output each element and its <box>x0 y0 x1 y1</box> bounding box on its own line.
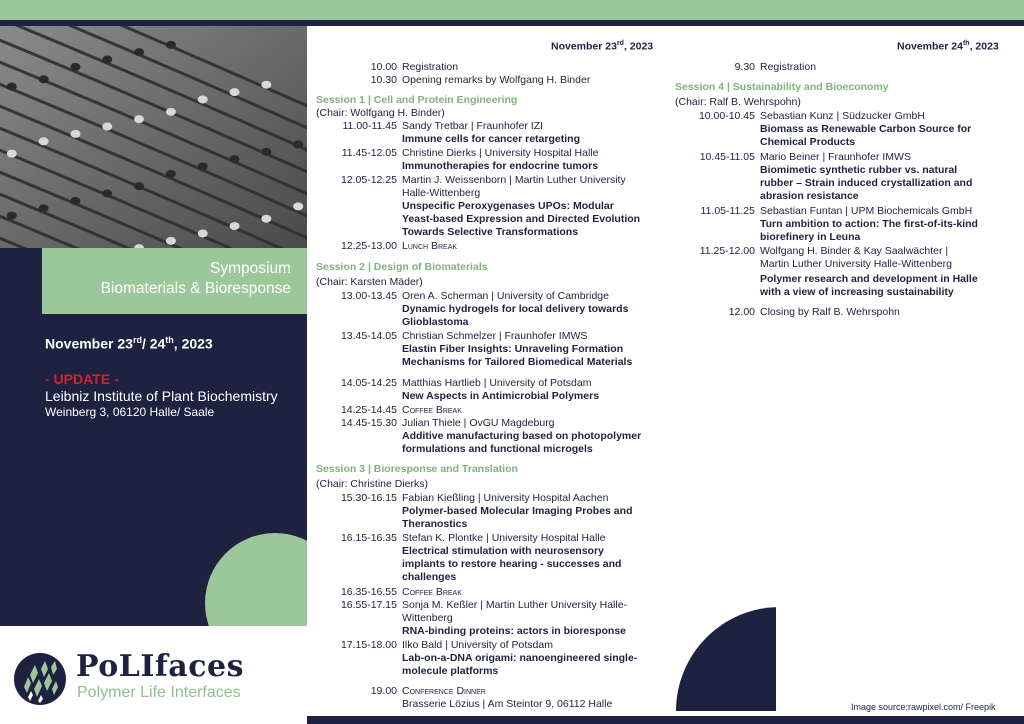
dates-part: / 24 <box>141 335 166 352</box>
session1-chair: (Chair: Wolfgang H. Binder) <box>316 107 445 119</box>
time: 16.55-17.15 <box>340 599 397 611</box>
time: 16.15-16.35 <box>340 532 397 544</box>
day2-label: November 24 <box>897 40 963 53</box>
talk-title: Mechanisms for Tailored Biomedical Materials <box>402 356 633 368</box>
time: 13.00-13.45 <box>340 290 397 302</box>
speaker: Sebastian Kunz | Südzucker GmbH <box>760 110 925 122</box>
lunch-break: Lunch Break <box>402 240 458 252</box>
talk-title: molecule platforms <box>402 665 499 677</box>
speaker: Christian Schmelzer | Fraunhofer IMWS <box>402 330 588 342</box>
venue-address: Weinberg 3, 06120 Halle/ Saale <box>45 405 215 419</box>
speaker: Martin J. Weissenborn | Martin Luther University <box>402 174 626 186</box>
talk-title: Unspecific Peroxygenases UPOs: Modular <box>402 200 614 212</box>
dates-sup: th <box>165 335 174 345</box>
talk-title: biorefinery in Leuna <box>760 231 861 243</box>
speaker: Sandy Tretbar | Fraunhofer IZI <box>402 120 544 132</box>
session1-heading: Session 1 | Cell and Protein Engineering <box>316 94 518 106</box>
day2-date-heading <box>897 40 999 53</box>
session3-heading: Session 3 | Bioresponse and Translation <box>316 463 518 475</box>
time: 17.15-18.00 <box>340 639 397 651</box>
top-green-bar <box>0 0 1024 20</box>
day2-label-sup: th <box>962 40 970 47</box>
registration-text: Registration <box>760 61 817 73</box>
time: 14.05-14.25 <box>340 377 397 389</box>
talk-title: Yeast-based Expression and Directed Evolution <box>402 213 641 225</box>
speaker: Ilko Bald | University of Potsdam <box>402 639 553 651</box>
image-credit: Image source:rawpixel.com/ Freepik <box>851 702 996 712</box>
time: 19.00 <box>370 685 397 697</box>
talk-title: Lab-on-a-DNA origami: nanoengineered single- <box>402 652 638 664</box>
auditorium-seats-graphic <box>0 26 307 248</box>
session3-chair: (Chair: Christine Dierks) <box>316 478 429 490</box>
talk-title: Chemical Products <box>760 136 856 148</box>
day1-date-heading <box>551 40 653 53</box>
time: 13.45-14.05 <box>340 330 397 342</box>
talk-title: Additive manufacturing based on photopolymer <box>402 430 642 442</box>
talk-title: challenges <box>402 571 457 583</box>
talk-title: Elastin Fiber Insights: Unraveling Formation <box>402 343 624 355</box>
speaker: Sonja M. Keßler | Martin Luther University Halle- <box>402 599 628 611</box>
time: 11.00-11.45 <box>342 120 397 132</box>
speaker: Oren A. Scherman | University of Cambridge <box>402 290 609 302</box>
speaker: Wolfgang H. Binder & Kay Saalwächter | <box>760 245 949 257</box>
opening-text: Opening remarks by Wolfgang H. Binder <box>402 74 591 86</box>
talk-title: Turn ambition to action: The first-of-its-kind <box>760 218 978 230</box>
time: 11.45-12.05 <box>341 147 397 159</box>
speaker: Fabian Kießling | University Hospital Aachen <box>402 492 609 504</box>
registration-text: Registration <box>402 61 459 73</box>
session4-chair: (Chair: Ralf B. Wehrspohn) <box>675 96 801 108</box>
talk-title: formulations and functional microgels <box>402 443 593 455</box>
speaker: Mario Beiner | Fraunhofer IMWS <box>760 151 911 163</box>
event-dates <box>45 335 213 352</box>
talk-title: Glioblastoma <box>402 316 469 328</box>
left-panel <box>0 26 307 724</box>
coffee-break: Coffee Break <box>402 404 462 416</box>
update-label: - UPDATE - <box>45 371 119 387</box>
talk-title: Immune cells for cancer retargeting <box>402 133 580 145</box>
logo-name: PoLIfaces <box>76 649 244 684</box>
logo-tagline: Polymer Life Interfaces <box>77 684 241 701</box>
day1-label-tail: , 2023 <box>623 40 654 53</box>
speaker: Matthias Hartlieb | University of Potsdam <box>402 377 592 389</box>
time: 12.25-13.00 <box>340 240 397 252</box>
symposium-title-line2: Biomaterials & Bioresponse <box>100 280 291 297</box>
speaker-affiliation: Wittenberg <box>402 612 453 624</box>
closing-text: Closing by Ralf B. Wehrspohn <box>760 306 900 318</box>
day2-label-tail: , 2023 <box>969 40 999 53</box>
talk-title: Towards Selective Transformations <box>402 226 579 238</box>
time: 11.05-11.25 <box>700 205 755 217</box>
dates-part: November 23 <box>45 335 133 352</box>
symposium-title-line1: Symposium <box>210 260 291 277</box>
conference-dinner: Conference Dinner <box>402 685 486 697</box>
time: 9.30 <box>734 61 755 73</box>
dinner-location: Brasserie Lözius | Am Steintor 9, 06112 Halle <box>402 698 613 710</box>
bottom-navy-bar <box>307 716 1024 724</box>
time: 12.05-12.25 <box>340 174 397 186</box>
speaker: Christine Dierks | University Hospital Halle <box>402 147 599 159</box>
dates-part: , 2023 <box>173 335 213 352</box>
session2-heading: Session 2 | Design of Biomaterials <box>316 261 488 273</box>
talk-title: New Aspects in Antimicrobial Polymers <box>402 390 600 402</box>
talk-title: Biomass as Renewable Carbon Source for <box>760 123 972 135</box>
talk-title: implants to restore hearing - successes and <box>402 558 622 570</box>
time: 12.00 <box>728 306 755 318</box>
talk-title: Immunotherapies for endocrine tumors <box>402 160 599 172</box>
polifaces-logo-icon <box>14 653 66 705</box>
speaker: Sebastian Funtan | UPM Biochemicals GmbH <box>760 205 973 217</box>
auditorium-photo <box>0 26 307 248</box>
talk-title: RNA-binding proteins: actors in bioresponse <box>402 625 627 637</box>
logo-area <box>0 626 307 724</box>
time: 11.25-12.00 <box>699 245 755 257</box>
symposium-title-box <box>42 248 307 314</box>
venue-name: Leibniz Institute of Plant Biochemistry <box>45 388 278 404</box>
speaker: Julian Thiele | OvGU Magdeburg <box>402 417 555 429</box>
time: 10.00-10.45 <box>698 110 755 122</box>
time: 15.30-16.15 <box>340 492 397 504</box>
talk-title: Polymer research and development in Halle <box>760 273 978 285</box>
speaker: Stefan K. Plontke | University Hospital Halle <box>402 532 606 544</box>
time: 10.30 <box>370 74 397 86</box>
talk-title: rubber – Strain induced crystallization and <box>760 177 973 189</box>
time: 10.45-11.05 <box>699 151 755 163</box>
speaker-affiliation: Martin Luther University Halle-Wittenberg <box>760 258 952 270</box>
coffee-break: Coffee Break <box>402 586 462 598</box>
talk-title: abrasion resistance <box>760 190 859 202</box>
time: 14.45-15.30 <box>340 417 397 429</box>
talk-title: Polymer-based Molecular Imaging Probes and <box>402 505 633 517</box>
decorative-navy-half-circle <box>676 607 776 711</box>
talk-title: Biomimetic synthetic rubber vs. natural <box>760 164 958 176</box>
talk-title: Electrical stimulation with neurosensory <box>402 545 604 557</box>
session2-chair: (Chair: Karsten Mäder) <box>316 276 423 288</box>
talk-title: Dynamic hydrogels for local delivery towards <box>402 303 629 315</box>
day1-label: November 23 <box>551 40 617 53</box>
talk-title: Theranostics <box>402 518 468 530</box>
talk-title: with a view of increasing sustainability <box>760 286 954 298</box>
session4-heading: Session 4 | Sustainability and Bioeconomy <box>675 81 889 93</box>
time: 16.35-16.55 <box>340 586 397 598</box>
speaker-affiliation: Halle-Wittenberg <box>402 187 481 199</box>
time: 14.25-14.45 <box>340 404 397 416</box>
day1-label-sup: rd <box>616 40 624 47</box>
time: 10.00 <box>370 61 397 73</box>
dates-sup: rd <box>132 335 142 345</box>
